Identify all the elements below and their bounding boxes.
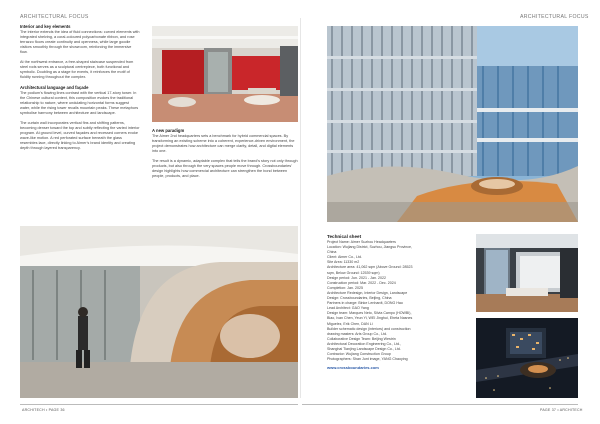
tower-facade-terrace-photo [327,26,578,222]
showroom-interior-photo [476,234,578,312]
tech-line: Architecture area: 41,062 sqm (Above Ground: 28523 [327,265,413,270]
section-header-left: ARCHITECTURAL FOCUS [20,14,89,20]
tech-line: Construction period: Mar. 2022 - Dec. 2024 [327,280,396,285]
paragraph-interior-2: At the northwest entrance, a free-shaped staircase suspended from steel rods serves as a sculptural centrepiece, both functional and symbolic. Doubling as a stage for events, it reinforces the motif of fluidity running throughout the complex. [20,60,134,79]
tech-line: drawing masters: Arts Group Co., Ltd. [327,331,388,336]
section-header-right: ARCHITECTURAL FOCUS [520,14,589,20]
tech-line: Client: Aimer Co., Ltd. [327,255,362,260]
aerial-night-view-photo [476,318,578,398]
footer-right-page: PAGE 37 • ARCHITECH [540,408,583,412]
article-column-2 [152,128,298,184]
footer-left-page: ARCHITECH • PAGE 36 [22,408,65,412]
tech-line: Design team: Marques Neto, Silvia Campo (HOWBI), [327,311,412,316]
subheading-facade: Architectural language and façade [20,85,89,90]
tech-line: Collaborative Design Team: Beijing Westrin [327,336,396,341]
tech-line: Architecture Redesign, Interior Design, Landscape [327,290,408,295]
subheading-interior: Interior and key elements [20,24,71,29]
footer-rule-right [302,404,578,405]
tech-line: Architectural Decoration Engineering Co., Ltd., [327,341,402,346]
tech-line: Builder schematic design (interiors) and construction [327,326,411,331]
paragraph-facade-1: The podium’s flowing lines contrast with the vertical 17-story tower. In the Chinese cultural context, this composition evokes the traditional relationship to nature, where undulating horizontal forms suggest water, while the rising tower recalls mountain peaks. These metaphors symbolise harmony between architecture and landscape. [20,91,139,115]
interior-red-lounge-photo [152,26,298,122]
paragraph-paradigm-2: The result is a dynamic, adaptable complex that tells the brand’s story not only through products, but also through the very spaces people move through. Crossboundaries’ design highlights how commercial architecture can strengthen the bond between people, products, and place. [152,159,298,178]
website-link[interactable]: www.crossboundaries.com [327,365,379,371]
tech-line: Project Name: Aimer Suzhou Headquarters [327,240,396,244]
subheading-new-paradigm: A new paradigm [152,128,185,133]
footer-rule-left [20,404,298,405]
tech-line: Design period: Jun. 2021 - Jan. 2022 [327,275,386,280]
tech-line: Site Area: 11330 m2 [327,260,360,265]
paragraph-paradigm-1: The Aimer 2nd headquarters sets a benchmark for hybrid commercial spaces. By transforming an existing scheme into a coherent, experience-driven environment, the project demonstrates how architecture can merge clarity, detail, and digital elements into one. [152,134,295,153]
curved-lobby-person-photo [20,226,298,398]
technical-sheet [327,234,467,370]
tech-line: Miguelez, Erik Chen, DAN Li [327,321,373,326]
tech-line: Biao, Ivan Chen, Yeun Yi, WEI Jinghui, Eheta Nasnes [327,316,413,321]
paragraph-interior-1: The interior extends the idea of fluid connections: curved elements with integrated shelving, a coral-coloured polycarbonate ribbon, and rose terrazzo floors create continuity and openness, while large goodie visitors smoothly through the showroom, reinforcing the immersive flow. [20,30,140,54]
tech-line: Completion: Jan. 2025 [327,285,363,290]
tech-line: Lead Architect: GAO Yang [327,306,369,311]
tech-line: Photographers: Shan Junt image, YANG Chaoying [327,357,408,362]
tech-line: sqm, Below Ground: 12539 sqm) [327,270,380,275]
tech-line: Shanghai Tianjing Landscape Design Co., Ltd. [327,346,401,351]
tech-line: Design: Crossboundaries, Beijing, China [327,296,392,301]
tech-line: China [327,250,337,255]
technical-sheet-lines [327,240,467,362]
paragraph-facade-2: The curtain wall incorporates vertical fins and shifting patterns, becoming denser toward the top and subtly reflecting the varied interior program. At ground level, curved façades and recessed corners evoke wave-like motion. A red perforated surface beneath the glass resembles lace, directly linking to Aimer’s brand identity and creating depth through layered transparency. [20,121,140,150]
tech-line: Partners in charge: Binke Lenhardt, DONG Hao [327,301,403,306]
technical-sheet-title: Technical sheet [327,234,362,239]
page-gutter [300,18,301,398]
tech-line: Contractor: Wujiang Construction Group [327,352,391,357]
article-column-1 [20,24,140,156]
tech-line: Location: Wujiang District, Suzhou, Jiangsu Province, [327,245,413,250]
